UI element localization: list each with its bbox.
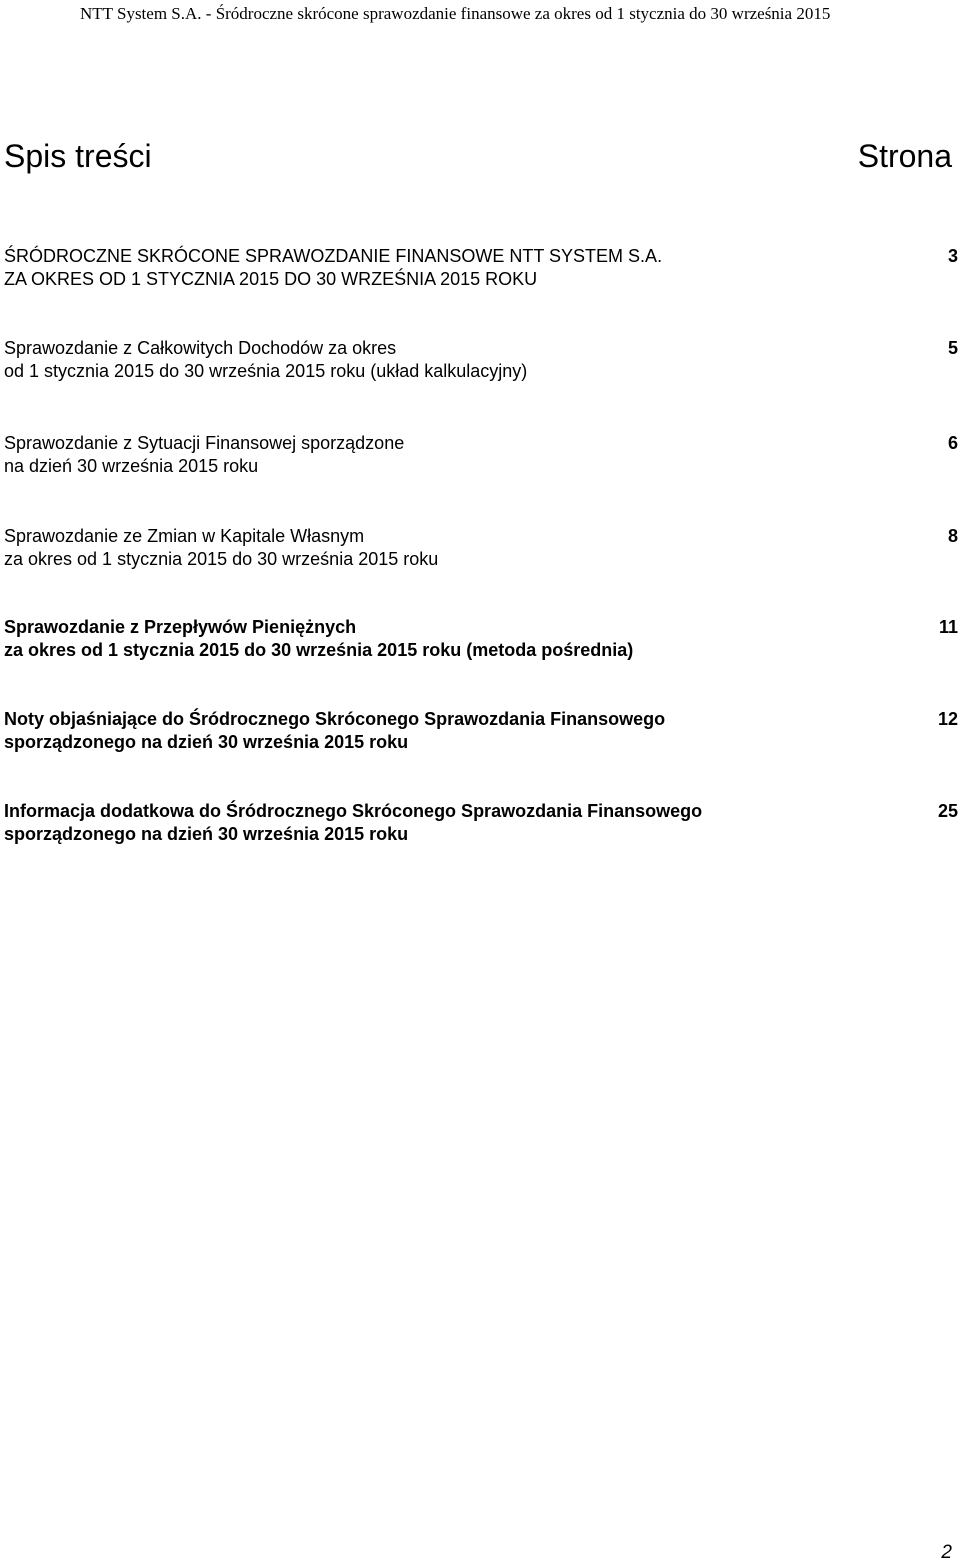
toc-entry-line2: za okres od 1 stycznia 2015 do 30 września 2015 roku (metoda pośrednia) [4, 640, 634, 660]
toc-entry-text [4, 337, 854, 383]
toc-entry-text [4, 432, 854, 478]
toc-entry-text [4, 245, 854, 291]
running-header: NTT System S.A. - Śródroczne skrócone sprawozdanie finansowe za okres od 1 stycznia do 30 września 2015 [80, 4, 831, 23]
toc-entry-line2: sporządzonego na dzień 30 września 2015 roku [4, 824, 409, 844]
toc-entry-line2: sporządzonego na dzień 30 września 2015 roku [4, 732, 409, 752]
toc-entry-line1: Sprawozdanie z Przepływów Pieniężnych [4, 617, 357, 637]
toc-title: Spis treści [4, 138, 152, 174]
toc-entry-line1: ŚRÓDROCZNE SKRÓCONE SPRAWOZDANIE FINANSOWE NTT SYSTEM S.A. [4, 246, 663, 266]
toc-entry-explanatory-notes[interactable] [4, 708, 960, 754]
toc-page-label: Strona [857, 138, 952, 174]
page-number: 2 [941, 1542, 952, 1563]
toc-entry-line1: Sprawozdanie z Całkowitych Dochodów za okres [4, 338, 397, 358]
toc-entry-changes-in-equity[interactable] [4, 525, 960, 571]
toc-entry-line2: na dzień 30 września 2015 roku [4, 456, 259, 476]
toc-entry-line2: za okres od 1 stycznia 2015 do 30 września 2015 roku [4, 549, 439, 569]
toc-entry-text [4, 616, 854, 662]
toc-entry-line2: od 1 stycznia 2015 do 30 września 2015 roku (układ kalkulacyjny) [4, 361, 528, 381]
toc-entry-page-number[interactable]: 3 [947, 246, 958, 266]
toc-entry-comprehensive-income[interactable] [4, 337, 960, 383]
toc-entry-text [4, 800, 854, 846]
toc-entry-page-number[interactable]: 12 [937, 709, 958, 729]
toc-entry-cash-flows[interactable] [4, 616, 960, 662]
toc-entry-page-number[interactable]: 5 [947, 338, 958, 358]
toc-entry-line1: Informacja dodatkowa do Śródrocznego Skróconego Sprawozdania Finansowego [4, 801, 703, 821]
toc-entry-page-number[interactable]: 8 [947, 526, 958, 546]
toc-entry-condensed-financial-statements[interactable] [4, 245, 960, 291]
toc-entry-line1: Sprawozdanie z Sytuacji Finansowej sporządzone [4, 433, 405, 453]
toc-entry-additional-information[interactable] [4, 800, 960, 846]
toc-entry-line1: Noty objaśniające do Śródrocznego Skróconego Sprawozdania Finansowego [4, 709, 666, 729]
toc-entry-text [4, 525, 854, 571]
toc-entry-line1: Sprawozdanie ze Zmian w Kapitale Własnym [4, 526, 365, 546]
toc-entry-financial-position[interactable] [4, 432, 960, 478]
toc-entry-page-number[interactable]: 25 [937, 801, 958, 821]
toc-entry-page-number[interactable]: 6 [947, 433, 958, 453]
toc-entry-line2: ZA OKRES OD 1 STYCZNIA 2015 DO 30 WRZEŚNIA 2015 ROKU [4, 269, 538, 289]
toc-entry-page-number[interactable]: 11 [938, 617, 958, 637]
toc-heading-row [4, 138, 952, 175]
toc-entry-text [4, 708, 854, 754]
